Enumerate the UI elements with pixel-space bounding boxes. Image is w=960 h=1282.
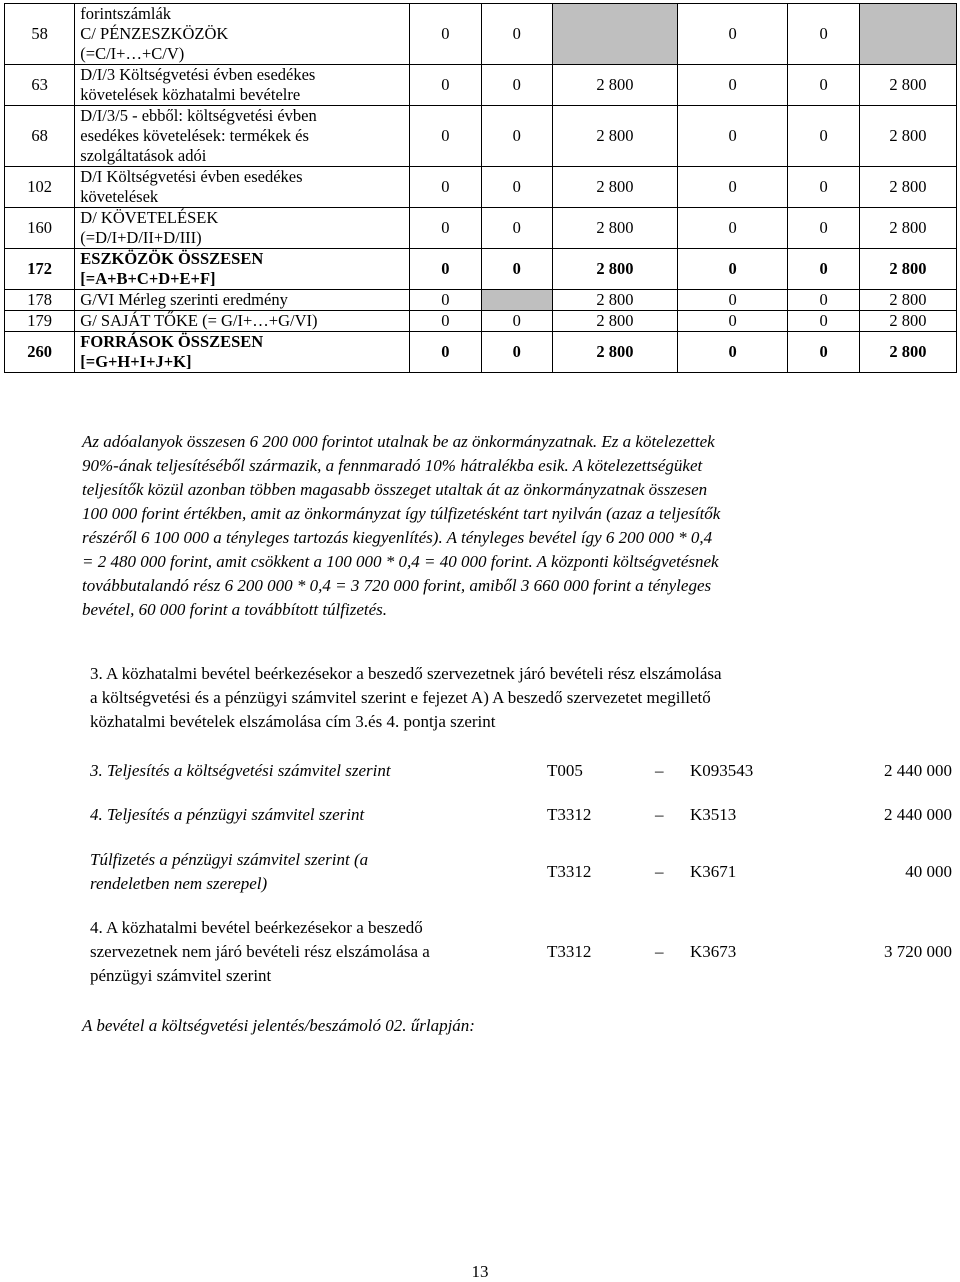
value-cell: 0	[410, 332, 481, 373]
description-line: D/I/3/5 - ebből: költségvetési évben	[80, 106, 317, 125]
row-description	[75, 290, 410, 311]
table-row	[5, 4, 957, 65]
text-line: 90%-ának teljesítéséből származik, a fennmaradó 10% hátralékba esik. A kötelezettségüket	[82, 456, 703, 475]
description-line: forintszámlák	[80, 4, 172, 23]
entry-credit: K093543	[690, 761, 754, 780]
value-cell: 0	[788, 332, 859, 373]
entry-debit: T3312	[547, 862, 592, 881]
entry-debit: T3312	[547, 942, 592, 961]
text-line: szervezetnek nem járó bevételi rész elszámolása a	[90, 942, 430, 961]
row-number: 160	[5, 208, 75, 249]
value-cell: 0	[677, 4, 787, 65]
entry-row-financial	[90, 803, 960, 827]
value-cell: 0	[481, 249, 552, 290]
balance-table	[4, 3, 957, 373]
entry-dash: –	[655, 862, 664, 881]
entry-row-overpay	[90, 860, 960, 884]
value-cell: 2 800	[552, 65, 677, 106]
entry-debit: T3312	[547, 805, 592, 824]
value-cell: 0	[788, 208, 859, 249]
section-3-paragraph	[90, 662, 952, 734]
description-line: [=A+B+C+D+E+F]	[80, 269, 216, 288]
value-cell: 0	[410, 249, 481, 290]
value-cell: 0	[677, 290, 787, 311]
row-number: 58	[5, 4, 75, 65]
entry-credit: K3671	[690, 862, 737, 881]
value-cell	[552, 4, 677, 65]
description-line: követelések közhatalmi bevételre	[80, 85, 301, 104]
value-cell: 2 800	[552, 249, 677, 290]
value-cell: 0	[410, 4, 481, 65]
description-line: FORRÁSOK ÖSSZESEN	[80, 332, 264, 351]
row-description	[75, 208, 410, 249]
value-cell: 0	[481, 65, 552, 106]
value-cell: 2 800	[859, 65, 956, 106]
value-cell: 2 800	[552, 208, 677, 249]
text-line: bevétel, 60 000 forint a továbbított túlfizetés.	[82, 600, 388, 619]
text-line: közhatalmi bevételek elszámolása cím 3.és 4. pontja szerint	[90, 712, 496, 731]
text-line: 3. A közhatalmi bevétel beérkezésekor a beszedő szervezetnek járó bevételi rész elszámolása	[90, 664, 722, 683]
entry-amount: 2 440 000	[884, 805, 952, 824]
description-line: G/ SAJÁT TŐKE (= G/I+…+G/VI)	[80, 311, 318, 330]
text-line: pénzügyi számvitel szerint	[90, 966, 272, 985]
row-description	[75, 106, 410, 167]
text-line: teljesítők közül azonban többen magasabb összeget utaltak át az önkormányzatnak összesen	[82, 480, 708, 499]
text-line: a költségvetési és a pénzügyi számvitel szerint e fejezet A) A beszedő szervezetet megillető	[90, 688, 711, 707]
entry-dash: –	[655, 942, 664, 961]
value-cell: 0	[410, 311, 481, 332]
entry-credit: K3513	[690, 805, 737, 824]
value-cell: 2 800	[552, 106, 677, 167]
entry-debit: T005	[547, 761, 583, 780]
table-row	[5, 290, 957, 311]
table-row	[5, 167, 957, 208]
value-cell: 2 800	[859, 208, 956, 249]
text-line: részéről 6 100 000 a tényleges tartozás kiegyenlítés). A tényleges bevétel így 6 200 000 * 0,4	[82, 528, 713, 547]
value-cell: 2 800	[859, 311, 956, 332]
value-cell: 0	[481, 332, 552, 373]
text-line: 4. A közhatalmi bevétel beérkezésekor a beszedő	[90, 918, 423, 937]
table-row	[5, 208, 957, 249]
value-cell: 0	[481, 167, 552, 208]
entry-amount: 40 000	[905, 862, 952, 881]
value-cell: 2 800	[859, 290, 956, 311]
description-line: D/I/3 Költségvetési évben esedékes	[80, 65, 316, 84]
value-cell: 2 800	[859, 249, 956, 290]
value-cell: 0	[788, 65, 859, 106]
value-cell: 0	[410, 106, 481, 167]
text-line: 100 000 forint értékben, amit az önkormányzat így túlfizetésként tart nyilván (azaz a teljesítők	[82, 504, 721, 523]
entry-row-item4	[90, 940, 960, 964]
table-row	[5, 332, 957, 373]
explanation-paragraph	[82, 430, 952, 622]
row-description	[75, 249, 410, 290]
description-line: C/ PÉNZESZKÖZÖK	[80, 24, 229, 43]
entry-row-budget	[90, 759, 960, 783]
value-cell: 0	[410, 290, 481, 311]
value-cell: 0	[677, 249, 787, 290]
description-line: (=D/I+D/II+D/III)	[80, 228, 202, 247]
description-line: követelések	[80, 187, 159, 206]
row-description	[75, 332, 410, 373]
entry-dash: –	[655, 761, 664, 780]
entry-dash: –	[655, 805, 664, 824]
description-line: esedékes követelések: termékek és	[80, 126, 309, 145]
row-description	[75, 65, 410, 106]
value-cell	[481, 290, 552, 311]
entry-label: 3. Teljesítés a költségvetési számvitel szerint	[90, 761, 391, 780]
value-cell: 0	[677, 65, 787, 106]
text-line: Az adóalanyok összesen 6 200 000 forintot utalnak be az önkormányzatnak. Ez a kötelezettek	[82, 432, 715, 451]
value-cell: 0	[788, 167, 859, 208]
value-cell	[859, 4, 956, 65]
row-description	[75, 311, 410, 332]
value-cell: 2 800	[552, 332, 677, 373]
value-cell: 2 800	[552, 167, 677, 208]
value-cell: 0	[788, 311, 859, 332]
value-cell: 2 800	[859, 167, 956, 208]
description-line: szolgáltatások adói	[80, 146, 207, 165]
value-cell: 0	[677, 332, 787, 373]
value-cell: 0	[481, 208, 552, 249]
row-number: 68	[5, 106, 75, 167]
row-number: 102	[5, 167, 75, 208]
value-cell: 0	[410, 208, 481, 249]
entry-credit: K3673	[690, 942, 737, 961]
value-cell: 0	[788, 106, 859, 167]
entry-amount: 3 720 000	[884, 942, 952, 961]
value-cell: 0	[410, 65, 481, 106]
value-cell: 0	[788, 290, 859, 311]
value-cell: 0	[481, 311, 552, 332]
value-cell: 0	[788, 249, 859, 290]
entry-amount: 2 440 000	[884, 761, 952, 780]
description-line: ESZKÖZÖK ÖSSZESEN	[80, 249, 264, 268]
description-line: (=C/I+…+C/V)	[80, 44, 185, 63]
text-line: Túlfizetés a pénzügyi számvitel szerint (a	[90, 850, 369, 869]
text-line: = 2 480 000 forint, amit csökkent a 100 000 * 0,4 = 40 000 forint. A központi költségvetésnek	[82, 552, 719, 571]
value-cell: 2 800	[552, 290, 677, 311]
row-number: 260	[5, 332, 75, 373]
description-line: D/ KÖVETELÉSEK	[80, 208, 219, 227]
row-number: 179	[5, 311, 75, 332]
value-cell: 0	[410, 167, 481, 208]
value-cell: 0	[677, 106, 787, 167]
value-cell: 0	[677, 208, 787, 249]
value-cell: 0	[788, 4, 859, 65]
value-cell: 0	[481, 4, 552, 65]
text-line: továbbutalandó rész 6 200 000 * 0,4 = 3 720 000 forint, amiből 3 660 000 forint a tényleges	[82, 576, 712, 595]
value-cell: 0	[677, 311, 787, 332]
table-row	[5, 249, 957, 290]
value-cell: 2 800	[859, 106, 956, 167]
value-cell: 2 800	[859, 332, 956, 373]
description-line: G/VI Mérleg szerinti eredmény	[80, 290, 288, 309]
table-row	[5, 106, 957, 167]
closing-line: A bevétel a költségvetési jelentés/beszámoló 02. űrlapján:	[82, 1016, 475, 1035]
value-cell: 0	[677, 167, 787, 208]
description-line: [=G+H+I+J+K]	[80, 352, 192, 371]
row-number: 172	[5, 249, 75, 290]
text-line: rendeletben nem szerepel)	[90, 874, 268, 893]
row-description	[75, 4, 410, 65]
row-number: 63	[5, 65, 75, 106]
row-description	[75, 167, 410, 208]
entry-label: 4. Teljesítés a pénzügyi számvitel szerint	[90, 805, 365, 824]
page-number: 13	[471, 1262, 489, 1281]
value-cell: 2 800	[552, 311, 677, 332]
value-cell: 0	[481, 106, 552, 167]
description-line: D/I Költségvetési évben esedékes	[80, 167, 303, 186]
table-row	[5, 311, 957, 332]
table-row	[5, 65, 957, 106]
row-number: 178	[5, 290, 75, 311]
